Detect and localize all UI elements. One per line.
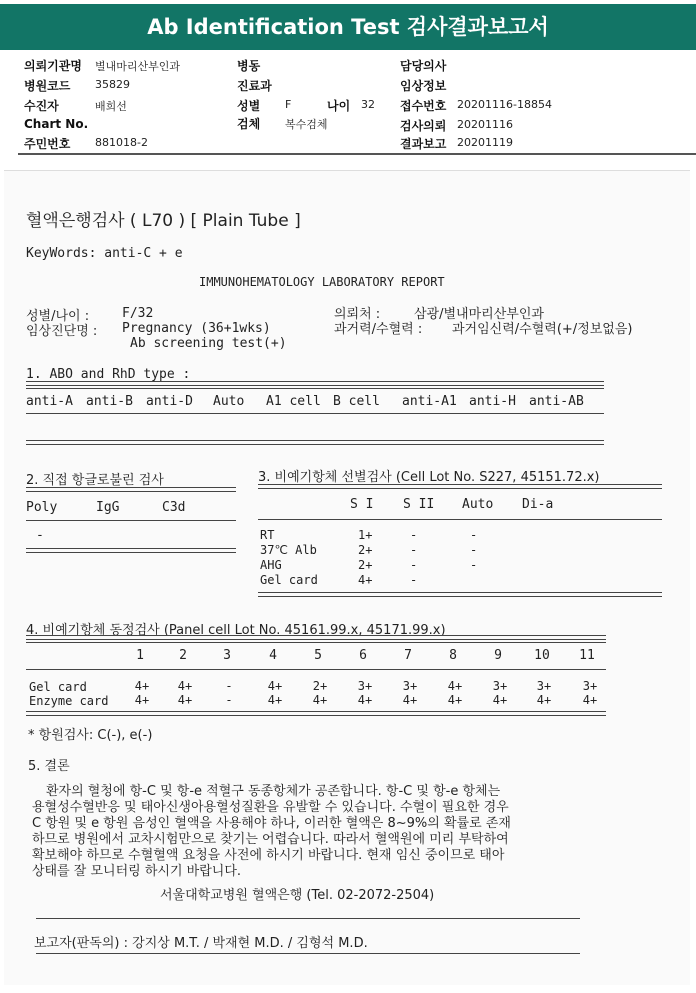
- age-label: 나이: [327, 99, 351, 113]
- section-1-rule-bottom: [26, 413, 604, 414]
- section-2-rule-bottom: [26, 548, 236, 553]
- panel-cell: 4+: [582, 693, 598, 707]
- screen-row-value: -: [470, 558, 478, 572]
- clinical-info-label: 임상정보: [400, 79, 447, 93]
- panel-col: 2: [179, 648, 187, 663]
- screen-row-label: Gel card: [260, 573, 318, 587]
- section-4-rule-mid: [26, 669, 606, 670]
- panel-cell: 4+: [134, 693, 150, 707]
- history-value: 과거임신력/수혈력(+/정보없음): [452, 322, 633, 337]
- abo-col-4: Auto: [213, 394, 245, 409]
- panel-cell: 3+: [536, 679, 552, 693]
- section-1-title: 1. ABO and RhD type :: [26, 367, 191, 382]
- section-1-rule-top: [26, 381, 604, 386]
- screen-row-value: -: [410, 543, 418, 557]
- conclusion-line: C 항원 및 e 항원 음성인 혈액을 사용해야 하나, 이러한 혈액은 8~9%의 확률로 존재: [32, 816, 511, 831]
- screen-col-auto: Auto: [462, 497, 494, 512]
- receipt-no-value: 20201116-18854: [457, 98, 552, 111]
- diagnosis-value-1: Pregnancy (36+1wks): [122, 321, 271, 336]
- section-3-rule-mid: [258, 519, 662, 520]
- panel-cell: 4+: [267, 693, 283, 707]
- panel-col: 3: [223, 648, 231, 663]
- section-4-rule-bottom: [26, 711, 606, 716]
- sex-age-value: F/32: [122, 306, 154, 321]
- panel-col: 6: [359, 648, 367, 663]
- receipt-no-label: 접수번호: [400, 99, 447, 113]
- signature-rule-bottom: [36, 953, 580, 954]
- institution-label: 의뢰기관명: [24, 59, 82, 73]
- resident-no-value: 881018-2: [95, 136, 148, 149]
- panel-cell: 2+: [312, 679, 328, 693]
- screen-row-label: AHG: [260, 558, 282, 572]
- conclusion-line: 확보해야 하므로 수혈혈액 요청을 사전에 하시기 바랍니다. 현재 임신 중이므로 태아: [32, 848, 505, 863]
- panel-cell: 3+: [582, 679, 598, 693]
- panel-row-label: Gel card: [29, 680, 87, 694]
- ward-label: 병동: [237, 59, 261, 73]
- report-title-bar: [0, 4, 696, 50]
- screen-row-value: 2+: [358, 543, 373, 557]
- abo-col-9: anti-AB: [529, 394, 584, 409]
- abo-col-3: anti-D: [146, 394, 193, 409]
- doctor-label: 담당의사: [400, 59, 447, 73]
- specimen-value: 복수검체: [285, 118, 328, 131]
- abo-col-7: anti-A1: [402, 394, 457, 409]
- hospital-code-value: 35829: [95, 78, 130, 91]
- dat-col-c3d: C3d: [162, 500, 186, 515]
- recipient-label: 수진자: [24, 99, 59, 113]
- requester-label: 의뢰처 :: [334, 307, 381, 322]
- screen-row-value: 1+: [358, 528, 373, 542]
- request-date-label: 검사의뢰: [400, 119, 447, 133]
- abo-col-1: anti-A: [26, 394, 73, 409]
- panel-cell: -: [225, 693, 233, 707]
- abo-col-8: anti-H: [469, 394, 516, 409]
- panel-cell: 4+: [312, 693, 328, 707]
- panel-col: 10: [534, 648, 550, 663]
- resident-no-label: 주민번호: [24, 137, 71, 151]
- report-title: Ab Identification Test 검사결과보고서: [147, 15, 549, 39]
- report-subtitle: IMMUNOHEMATOLOGY LABORATORY REPORT: [199, 275, 445, 289]
- signature-organization: 서울대학교병원 혈액은행 (Tel. 02-2072-2504): [160, 888, 435, 903]
- history-label: 과거력/수혈력 :: [334, 322, 423, 337]
- keywords: KeyWords: anti-C + e: [26, 246, 183, 261]
- conclusion-line: 상태를 잘 모니터링 하시기 바랍니다.: [32, 864, 242, 879]
- chart-no-label: Chart No.: [24, 117, 89, 131]
- screen-row-label: 37℃ Alb: [260, 543, 317, 557]
- conclusion-line: 환자의 혈청에 항-C 및 항-e 적혈구 동종항체가 공존합니다. 항-C 및 항-e 항체는: [46, 784, 501, 799]
- screen-row-value: 2+: [358, 558, 373, 572]
- panel-cell: 4+: [357, 693, 373, 707]
- sex-age-label: 성별/나이 :: [26, 309, 90, 324]
- panel-cell: 4+: [402, 693, 418, 707]
- reporters: 보고자(판독의) : 강지상 M.T. / 박재현 M.D. / 김형석 M.D.: [34, 936, 368, 951]
- recipient-value: 배희선: [95, 100, 127, 113]
- panel-cell: 4+: [134, 679, 150, 693]
- panel-col: 8: [449, 648, 457, 663]
- dat-col-poly: Poly: [26, 500, 58, 515]
- screen-row-value: -: [410, 528, 418, 542]
- antigen-note: * 항원검사: C(-), e(-): [28, 728, 153, 743]
- screen-row-value: -: [410, 573, 418, 587]
- panel-col: 11: [579, 648, 595, 663]
- conclusion-line: 용혈성수혈반응 및 태아신생아용혈성질환을 유발할 수 있습니다. 수혈이 필요한 경우: [32, 800, 509, 815]
- panel-cell: 4+: [492, 693, 508, 707]
- signature-rule-top: [36, 918, 580, 919]
- screen-col-dia: Di-a: [522, 497, 554, 512]
- panel-cell: 4+: [447, 693, 463, 707]
- panel-cell: 4+: [177, 679, 193, 693]
- institution-value: 별내마리산부인과: [95, 60, 181, 73]
- section-1-rule-end: [26, 440, 604, 445]
- section-3-rule-bottom: [258, 592, 662, 597]
- screen-row-value: -: [410, 558, 418, 572]
- panel-cell: -: [225, 679, 233, 693]
- sex-label: 성별: [237, 99, 261, 113]
- abo-col-2: anti-B: [86, 394, 133, 409]
- section-3-rule-top: [258, 484, 662, 489]
- section-4-rule-top-2: [26, 642, 606, 643]
- panel-cell: 4+: [447, 679, 463, 693]
- conclusion-line: 하므로 병원에서 교차시험만으로 찾기는 어렵습니다. 따라서 혈액원에 미리 부탁하여: [32, 832, 509, 847]
- section-2-rule-top: [26, 487, 236, 492]
- screen-col-si: S I: [350, 497, 374, 512]
- section-4-rule-top: [26, 635, 606, 640]
- dept-label: 진료과: [237, 79, 272, 93]
- abo-col-6: B cell: [333, 394, 380, 409]
- diagnosis-label: 임상진단명 :: [26, 324, 98, 339]
- request-date-value: 20201116: [457, 118, 513, 131]
- screen-row-value: -: [470, 528, 478, 542]
- panel-col: 1: [136, 648, 144, 663]
- panel-cell: 4+: [177, 693, 193, 707]
- hospital-code-label: 병원코드: [24, 79, 71, 93]
- screen-row-value: -: [470, 543, 478, 557]
- panel-cell: 4+: [267, 679, 283, 693]
- test-title: 혈액은행검사 ( L70 ) [ Plain Tube ]: [26, 211, 301, 231]
- dat-value: -: [36, 528, 44, 543]
- panel-col: 4: [269, 648, 277, 663]
- age-value: 32: [361, 98, 375, 111]
- panel-col: 7: [404, 648, 412, 663]
- panel-col: 5: [314, 648, 322, 663]
- abo-col-5: A1 cell: [266, 394, 321, 409]
- panel-cell: 3+: [402, 679, 418, 693]
- section-3-title: 3. 비예기항체 선별검사 (Cell Lot No. S227, 45151.72.x): [258, 470, 600, 485]
- header-divider: [18, 153, 696, 155]
- screen-row-label: RT: [260, 528, 275, 542]
- panel-col: 9: [494, 648, 502, 663]
- sex-value: F: [285, 98, 292, 111]
- report-date-value: 20201119: [457, 136, 513, 149]
- dat-col-igg: IgG: [96, 500, 120, 515]
- section-2-title: 2. 직접 항글로불린 검사: [26, 473, 164, 488]
- specimen-label: 검체: [237, 117, 261, 131]
- section-2-rule-mid: [26, 520, 236, 521]
- screen-col-sii: S II: [403, 497, 435, 512]
- panel-cell: 3+: [357, 679, 373, 693]
- section-5-title: 5. 결론: [28, 759, 70, 774]
- section-1-rule-mid: [26, 388, 604, 389]
- panel-row-label: Enzyme card: [29, 694, 109, 708]
- section-4-title: 4. 비예기항체 동정검사 (Panel cell Lot No. 45161.99.x, 45171.99.x): [26, 623, 446, 638]
- panel-cell: 3+: [492, 679, 508, 693]
- panel-cell: 4+: [536, 693, 552, 707]
- screen-row-value: 4+: [358, 573, 373, 587]
- requester-value: 삼광/별내마리산부인과: [414, 307, 544, 322]
- diagnosis-value-2: Ab screening test(+): [130, 336, 287, 351]
- report-date-label: 결과보고: [400, 137, 447, 151]
